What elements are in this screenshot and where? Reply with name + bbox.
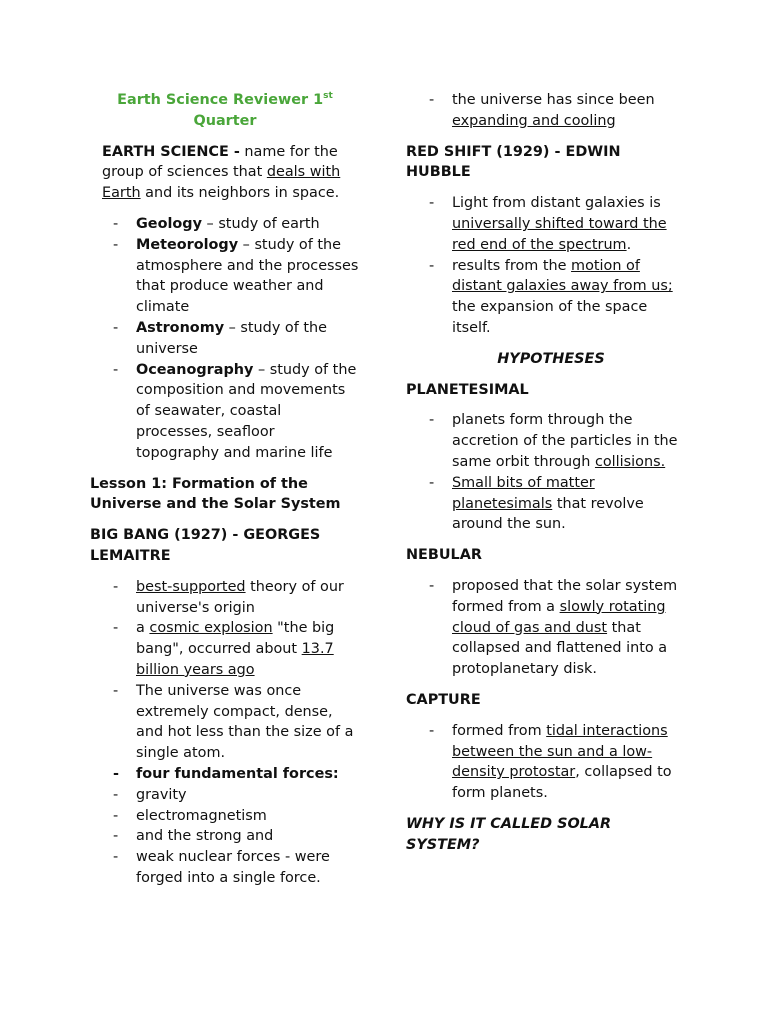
branch-term: Astronomy bbox=[136, 319, 225, 336]
item-underlined: cosmic explosion bbox=[149, 620, 273, 637]
item-text: Light from distant galaxies is bbox=[452, 195, 661, 212]
document-title bbox=[90, 90, 360, 132]
branches-list bbox=[90, 214, 360, 464]
item-text: electromagnetism bbox=[136, 807, 267, 824]
list-item bbox=[406, 90, 686, 132]
list-item bbox=[406, 256, 686, 339]
title-line2: Quarter bbox=[193, 112, 257, 129]
item-text: results from the bbox=[452, 257, 572, 274]
capture-list bbox=[406, 721, 686, 804]
big-bang-heading: BIG BANG (1927) - GEORGES LEMAITRE bbox=[90, 527, 321, 564]
list-item bbox=[406, 721, 686, 804]
item-underlined: slowly rotating cloud of gas and dust bbox=[452, 598, 666, 636]
item-text: the universe has since been bbox=[452, 92, 655, 108]
earth-science-term: EARTH SCIENCE - bbox=[102, 143, 240, 160]
branch-desc: – study of earth bbox=[201, 215, 320, 232]
hypotheses-heading: HYPOTHESES bbox=[497, 350, 605, 367]
item-text: . bbox=[626, 236, 632, 253]
definition-underlined: deals with Earth bbox=[102, 164, 341, 202]
why-heading: WHY IS IT CALLED SOLAR SYSTEM? bbox=[406, 815, 612, 853]
list-item bbox=[406, 410, 686, 472]
list-item bbox=[90, 618, 360, 680]
branch-term: Geology bbox=[136, 215, 202, 232]
item-underlined: motion of distant galaxies away from us; bbox=[452, 257, 673, 295]
item-text: The universe was once extremely compact, dense, and hot less than the size of a single atom. bbox=[136, 682, 354, 762]
title-superscript: st bbox=[323, 91, 333, 102]
item-underlined: best-supported bbox=[136, 578, 246, 595]
earth-science-definition bbox=[90, 142, 360, 204]
list-item bbox=[90, 826, 360, 847]
definition-text: name for the group of sciences that bbox=[102, 143, 338, 181]
title-main: Earth Science Reviewer 1 bbox=[117, 92, 324, 108]
item-underlined: expanding and cooling bbox=[452, 112, 616, 129]
item-underlined: universally shifted toward the red end of the spectrum bbox=[452, 215, 667, 253]
planetesimal-heading: PLANETESIMAL bbox=[406, 381, 529, 398]
item-text-bold: four fundamental forces: bbox=[136, 765, 339, 782]
item-text: formed from bbox=[452, 722, 547, 739]
planetesimal-list bbox=[406, 410, 686, 535]
item-text: the expansion of the space itself. bbox=[452, 299, 648, 336]
list-item bbox=[406, 576, 686, 680]
red-shift-list bbox=[406, 193, 686, 339]
branch-term: Oceanography bbox=[136, 361, 254, 378]
item-underlined: tidal interactions between the sun and a low-density protostar bbox=[452, 722, 668, 781]
item-text: proposed that the solar system formed from a bbox=[452, 577, 678, 615]
branch-desc: – study of the atmosphere and the processes that produce weather and climate bbox=[136, 236, 359, 316]
branch-desc: – study of the composition and movements of seawater, coastal processes, seafloor topography and marine life bbox=[136, 361, 357, 461]
left-column bbox=[90, 90, 360, 889]
item-text: a bbox=[136, 620, 150, 637]
list-item bbox=[406, 473, 686, 535]
item-text: gravity bbox=[136, 786, 187, 803]
list-item bbox=[90, 235, 360, 318]
capture-heading: CAPTURE bbox=[406, 691, 481, 708]
item-underlined: Small bits of matter planetesimals bbox=[452, 474, 595, 512]
continued-list bbox=[406, 90, 686, 132]
list-item bbox=[90, 785, 360, 806]
list-item bbox=[90, 681, 360, 764]
item-text: that collapsed and flattened into a protoplanetary disk. bbox=[452, 619, 668, 678]
item-text: "the big bang", occurred about bbox=[136, 620, 335, 658]
list-item bbox=[90, 806, 360, 827]
item-text: and the strong and bbox=[136, 828, 274, 845]
item-text: that revolve around the sun. bbox=[452, 495, 644, 533]
list-item bbox=[406, 193, 686, 255]
big-bang-list bbox=[90, 577, 360, 889]
item-text: theory of our universe's origin bbox=[136, 578, 344, 616]
list-item bbox=[90, 764, 360, 785]
list-item bbox=[90, 360, 360, 464]
right-column bbox=[406, 90, 686, 856]
branch-desc: – study of the universe bbox=[136, 319, 327, 357]
item-underlined: 13.7 billion years ago bbox=[136, 641, 334, 678]
item-text: , collapsed to form planets. bbox=[452, 764, 672, 802]
lesson-heading: Lesson 1: Formation of the Universe and the Solar System bbox=[90, 475, 341, 513]
nebular-heading: NEBULAR bbox=[406, 547, 482, 564]
branch-term: Meteorology bbox=[136, 236, 239, 253]
item-text: planets form through the accretion of the particles in the same orbit through bbox=[452, 412, 678, 470]
list-item bbox=[90, 847, 360, 889]
item-underlined: collisions. bbox=[594, 453, 666, 470]
definition-text-end: and its neighbors in space. bbox=[140, 185, 340, 202]
list-item bbox=[90, 318, 360, 360]
list-item bbox=[90, 214, 360, 235]
list-item bbox=[90, 577, 360, 619]
red-shift-heading: RED SHIFT (1929) - EDWIN HUBBLE bbox=[406, 143, 621, 181]
nebular-list bbox=[406, 576, 686, 680]
item-text: weak nuclear forces - were forged into a single force. bbox=[136, 849, 330, 886]
